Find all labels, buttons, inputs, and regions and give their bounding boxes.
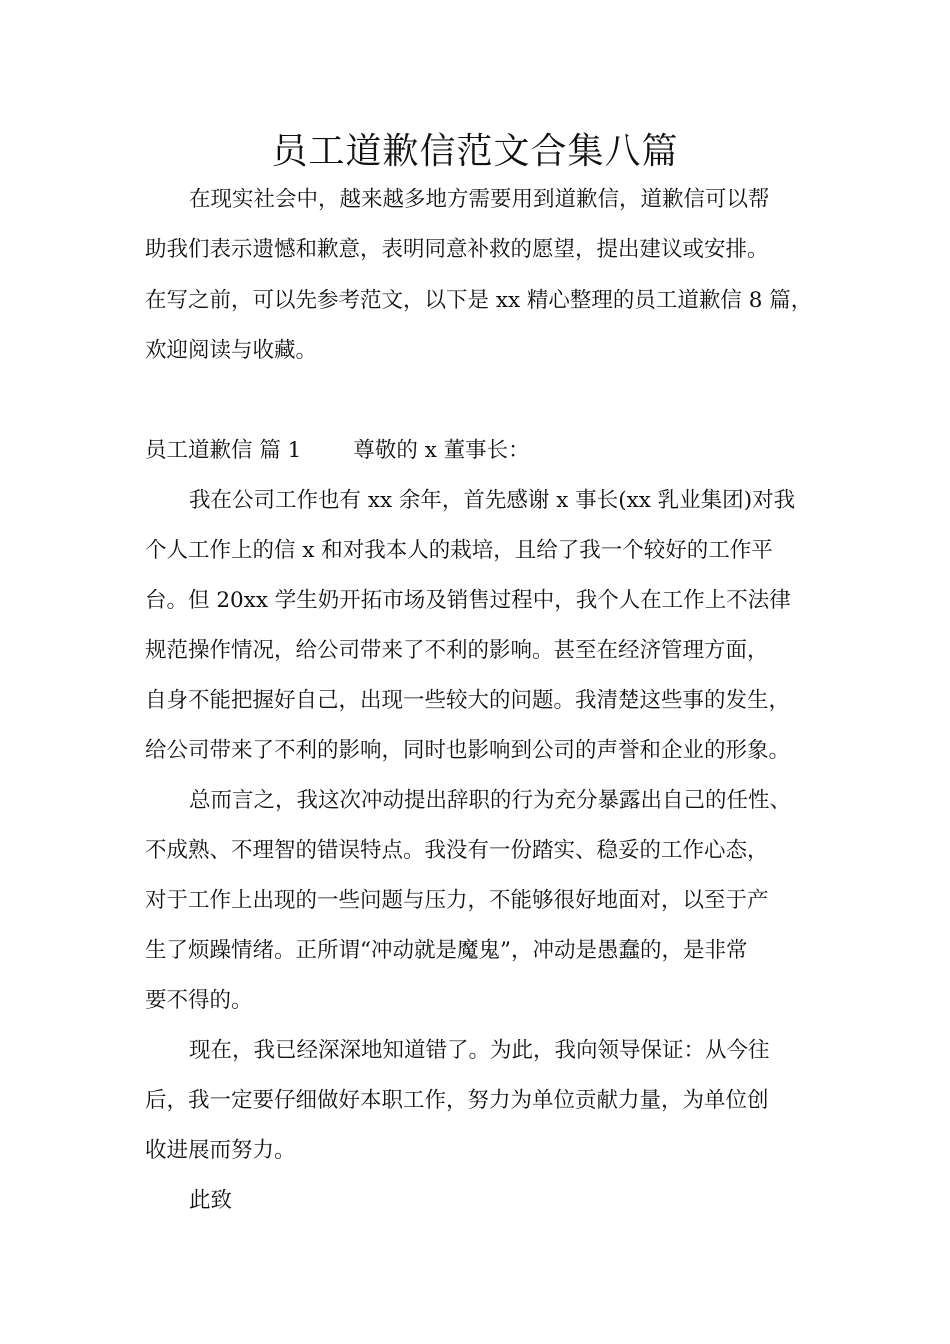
paragraph-2-line-1: 总而言之，我这次冲动提出辞职的行为充分暴露出自己的任性、 xyxy=(189,788,792,813)
paragraph-3-line-3: 收进展而努力。 xyxy=(145,1138,296,1163)
paragraph-1-line-3: 台。但 20xx 学生奶开拓市场及销售过程中，我个人在工作上不法律 xyxy=(145,588,791,613)
paragraph-1-line-2: 个人工作上的信 x 和对我本人的栽培，且给了我一个较好的工作平 xyxy=(145,538,773,563)
paragraph-3-line-2: 后，我一定要仔细做好本职工作，努力为单位贡献力量，为单位创 xyxy=(145,1088,769,1113)
section-heading: 员工道歉信 篇 1 xyxy=(145,438,302,463)
paragraph-2-line-3: 对于工作上出现的一些问题与压力，不能够很好地面对，以至于产 xyxy=(145,888,769,913)
paragraph-1-line-1: 我在公司工作也有 xx 余年，首先感谢 x 事长(xx 乳业集团)对我 xyxy=(189,488,796,513)
paragraph-1-line-4: 规范操作情况，给公司带来了不利的影响。甚至在经济管理方面， xyxy=(145,638,769,663)
paragraph-1-line-5: 自身不能把握好自己，出现一些较大的问题。我清楚这些事的发生， xyxy=(145,688,791,713)
intro-line-4: 欢迎阅读与收藏。 xyxy=(145,338,318,363)
paragraph-2-line-4: 生了烦躁情绪。正所谓“冲动就是魔鬼”，冲动是愚蠢的，是非常 xyxy=(145,938,748,963)
paragraph-3-line-1: 现在，我已经深深地知道错了。为此，我向领导保证：从今往 xyxy=(189,1038,770,1063)
intro-line-1: 在现实社会中，越来越多地方需要用到道歉信，道歉信可以帮 xyxy=(189,187,770,212)
salutation: 尊敬的 x 董事长： xyxy=(353,438,530,463)
paragraph-1-line-6: 给公司带来了不利的影响，同时也影响到公司的声誉和企业的形象。 xyxy=(145,738,791,763)
paragraph-2-line-2: 不成熟、不理智的错误特点。我没有一份踏实、稳妥的工作心态， xyxy=(145,838,769,863)
closing-line: 此致 xyxy=(189,1188,233,1213)
intro-line-3: 在写之前，可以先参考范文，以下是 xx 精心整理的员工道歉信 8 篇， xyxy=(145,288,813,313)
document-title: 员工道歉信范文合集八篇 xyxy=(271,131,679,172)
intro-line-2: 助我们表示遗憾和歉意，表明同意补救的愿望，提出建议或安排。 xyxy=(145,237,769,262)
section-heading-row xyxy=(145,436,530,466)
paragraph-2-line-5: 要不得的。 xyxy=(145,988,253,1013)
